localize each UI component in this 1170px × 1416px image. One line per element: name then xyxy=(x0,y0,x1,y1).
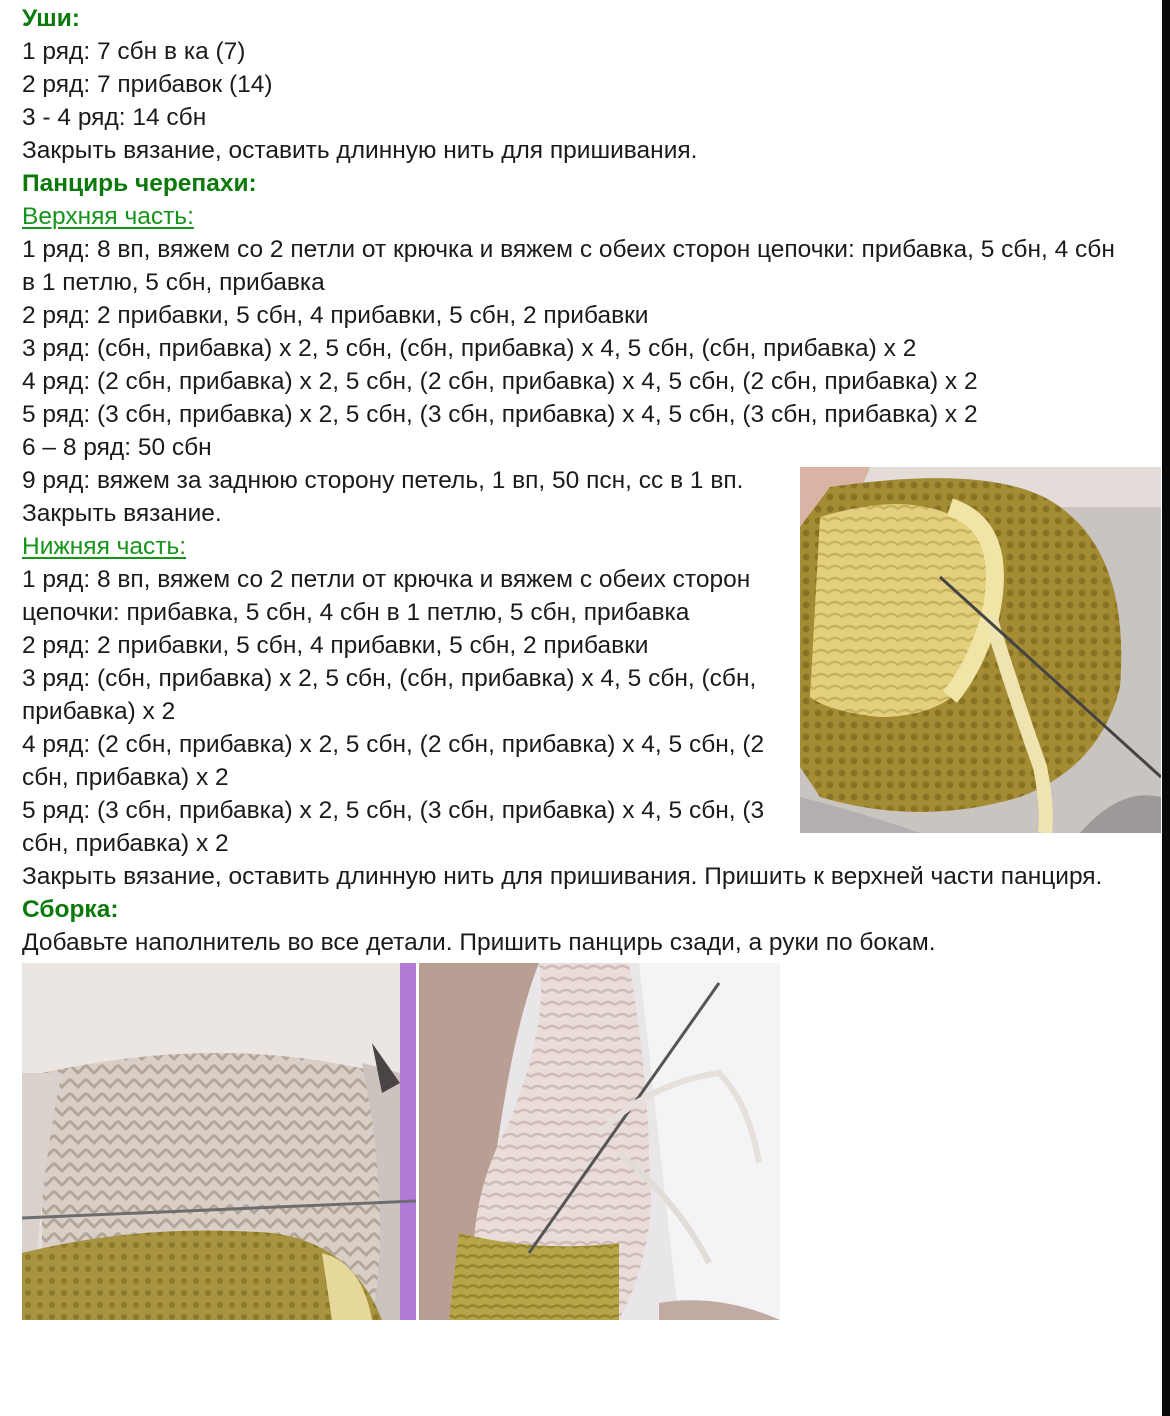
shell-heading: Панцирь черепахи: xyxy=(22,170,257,197)
shell-top-heading: Верхняя часть: xyxy=(22,203,194,230)
shell-bottom-line: сбн, прибавка) х 2 xyxy=(22,830,229,857)
ears-heading: Уши: xyxy=(22,5,80,32)
ears-line: Закрыть вязание, оставить длинную нить для пришивания. xyxy=(22,137,698,164)
shell-bottom-line: 3 ряд: (сбн, прибавка) х 2, 5 сбн, (сбн, прибавка) х 4, 5 сбн, (сбн, xyxy=(22,665,757,692)
screen-edge xyxy=(1162,0,1170,1416)
shell-bottom-line: Закрыть вязание, оставить длинную нить для пришивания. Пришить к верхней части панциря. xyxy=(22,863,1103,890)
shell-top-line: Закрыть вязание. xyxy=(22,500,222,527)
shell-bottom-line: сбн, прибавка) х 2 xyxy=(22,764,229,791)
shell-sewing-photo xyxy=(800,467,1161,833)
shell-bottom-heading: Нижняя часть: xyxy=(22,533,187,560)
assembly-line: Добавьте наполнитель во все детали. Пришить панцирь сзади, а руки по бокам. xyxy=(22,929,936,956)
assembly-heading: Сборка: xyxy=(22,896,119,923)
ears-line: 3 - 4 ряд: 14 сбн xyxy=(22,104,207,131)
shell-top-line: 6 – 8 ряд: 50 сбн xyxy=(22,434,212,461)
shell-top-line: 4 ряд: (2 сбн, прибавка) х 2, 5 сбн, (2 сбн, прибавка) х 4, 5 сбн, (2 сбн, прибавка) х 2 xyxy=(22,368,978,395)
shell-bottom-line: прибавка) х 2 xyxy=(22,698,176,725)
shell-bottom-line: 4 ряд: (2 сбн, прибавка) х 2, 5 сбн, (2 сбн, прибавка) х 4, 5 сбн, (2 xyxy=(22,731,765,758)
shell-bottom-line: цепочки: прибавка, 5 сбн, 4 сбн в 1 петлю, 5 сбн, прибавка xyxy=(22,599,690,626)
shell-top-line: 9 ряд: вяжем за заднюю сторону петель, 1 вп, 50 псн, сс в 1 вп. xyxy=(22,467,744,494)
ears-line: 1 ряд: 7 сбн в ка (7) xyxy=(22,38,246,65)
shell-bottom-line: 2 ряд: 2 прибавки, 5 сбн, 4 прибавки, 5 сбн, 2 прибавки xyxy=(22,632,649,659)
arm-sewing-photo xyxy=(419,963,780,1320)
shell-top-line: 3 ряд: (сбн, прибавка) х 2, 5 сбн, (сбн, прибавка) х 4, 5 сбн, (сбн, прибавка) х 2 xyxy=(22,335,917,362)
shell-top-line: 1 ряд: 8 вп, вяжем со 2 петли от крючка и вяжем с обеих сторон цепочки: прибавка, 5 сбн, 4 сбн xyxy=(22,236,1115,263)
shell-bottom-line: 1 ряд: 8 вп, вяжем со 2 петли от крючка и вяжем с обеих сторон xyxy=(22,566,751,593)
shell-top-line: 5 ряд: (3 сбн, прибавка) х 2, 5 сбн, (3 сбн, прибавка) х 4, 5 сбн, (3 сбн, прибавка) х 2 xyxy=(22,401,978,428)
ears-line: 2 ряд: 7 прибавок (14) xyxy=(22,71,273,98)
shell-top-line: в 1 петлю, 5 сбн, прибавка xyxy=(22,269,325,296)
shell-top-line: 2 ряд: 2 прибавки, 5 сбн, 4 прибавки, 5 сбн, 2 прибавки xyxy=(22,302,649,329)
body-pinning-photo xyxy=(22,963,416,1320)
shell-bottom-line: 5 ряд: (3 сбн, прибавка) х 2, 5 сбн, (3 сбн, прибавка) х 4, 5 сбн, (3 xyxy=(22,797,765,824)
